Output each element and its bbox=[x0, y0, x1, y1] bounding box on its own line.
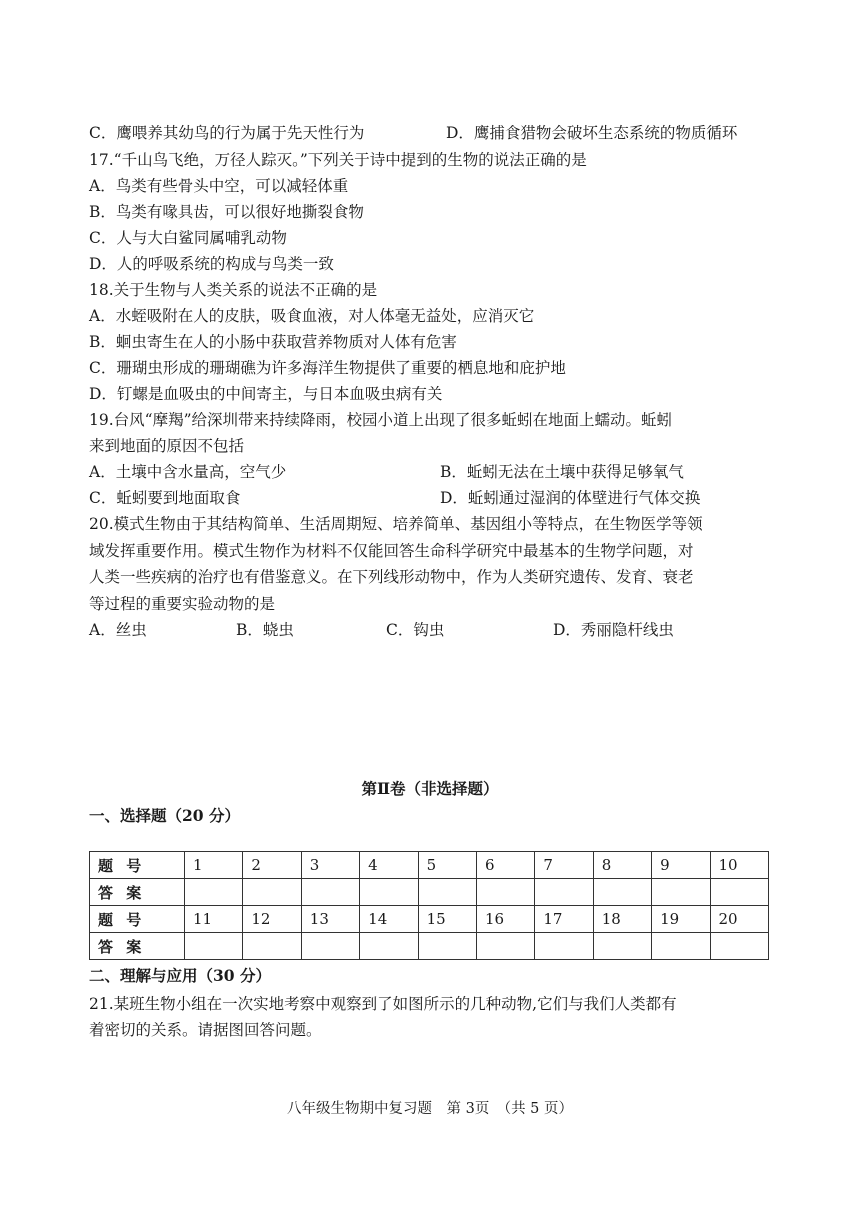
q21-stem-line2: 着密切的关系。请据图回答问题。 bbox=[89, 1021, 322, 1039]
q17-option-c: C．人与大白鲨同属哺乳动物 bbox=[89, 229, 287, 247]
question-number-cell: 15 bbox=[418, 906, 476, 933]
answer-cell[interactable] bbox=[476, 879, 534, 906]
answer-cell[interactable] bbox=[185, 933, 243, 960]
question-number-cell: 18 bbox=[593, 906, 651, 933]
question-number-cell: 3 bbox=[301, 852, 359, 879]
answer-cell[interactable] bbox=[418, 879, 476, 906]
question-number-cell: 7 bbox=[535, 852, 593, 879]
row-label-number: 题 号 bbox=[90, 906, 185, 933]
q20-option-a: A．丝虫 bbox=[89, 621, 147, 639]
row-label-number: 题 号 bbox=[90, 852, 185, 879]
q17-option-d: D．人的呼吸系统的构成与鸟类一致 bbox=[89, 255, 334, 273]
question-number-cell: 1 bbox=[185, 852, 243, 879]
answer-cell[interactable] bbox=[301, 933, 359, 960]
answer-cell[interactable] bbox=[652, 879, 710, 906]
question-number-cell: 19 bbox=[652, 906, 710, 933]
question-number-cell: 20 bbox=[710, 906, 768, 933]
question-number-cell: 16 bbox=[476, 906, 534, 933]
question-number-cell: 5 bbox=[418, 852, 476, 879]
answer-cell[interactable] bbox=[476, 933, 534, 960]
answer-table bbox=[89, 851, 769, 960]
q21-stem-line1: 21.某班生物小组在一次实地考察中观察到了如图所示的几种动物,它们与我们人类都有 bbox=[89, 995, 677, 1013]
q17-stem: 17.“千山鸟飞绝，万径人踪灭。”下列关于诗中提到的生物的说法正确的是 bbox=[89, 151, 587, 169]
q20-option-b: B．蛲虫 bbox=[236, 621, 294, 639]
question-number-cell: 13 bbox=[301, 906, 359, 933]
q18-option-c: C．珊瑚虫形成的珊瑚礁为许多海洋生物提供了重要的栖息地和庇护地 bbox=[89, 359, 566, 377]
q20-stem-line3: 人类一些疾病的治疗也有借鉴意义。在下列线形动物中，作为人类研究遗传、发育、衰老 bbox=[89, 568, 694, 586]
answer-cell[interactable] bbox=[593, 879, 651, 906]
answer-cell[interactable] bbox=[418, 933, 476, 960]
row-label-answer: 答 案 bbox=[90, 933, 185, 960]
answer-cell[interactable] bbox=[360, 933, 418, 960]
part-2-title: 二、理解与应用（30 分） bbox=[89, 966, 271, 985]
answer-cell[interactable] bbox=[593, 933, 651, 960]
section-2-title: 第Ⅱ卷（非选择题） bbox=[361, 779, 499, 798]
q18-stem: 18.关于生物与人类关系的说法不正确的是 bbox=[89, 281, 378, 299]
question-number-cell: 17 bbox=[535, 906, 593, 933]
question-number-cell: 6 bbox=[476, 852, 534, 879]
q20-stem-line2: 域发挥重要作用。模式生物作为材料不仅能回答生命科学研究中最基本的生物学问题，对 bbox=[89, 542, 694, 560]
q16-option-c: C．鹰喂养其幼鸟的行为属于先天性行为 bbox=[89, 124, 365, 142]
answer-cell[interactable] bbox=[710, 933, 768, 960]
part-1-title: 一、选择题（20 分） bbox=[89, 806, 240, 825]
question-number-cell: 8 bbox=[593, 852, 651, 879]
q19-option-a: A．土壤中含水量高，空气少 bbox=[89, 463, 287, 481]
question-number-cell: 10 bbox=[710, 852, 768, 879]
table-row bbox=[90, 852, 769, 879]
question-number-cell: 11 bbox=[185, 906, 243, 933]
table-row bbox=[90, 933, 769, 960]
q17-option-a: A．鸟类有些骨头中空，可以减轻体重 bbox=[89, 177, 349, 195]
page-footer: 八年级生物期中复习题 第 3页 （共 5 页） bbox=[286, 1101, 574, 1117]
q18-option-b: B．蛔虫寄生在人的小肠中获取营养物质对人体有危害 bbox=[89, 333, 457, 351]
q19-stem-line2: 来到地面的原因不包括 bbox=[89, 437, 245, 455]
q16-option-d: D．鹰捕食猎物会破坏生态系统的物质循环 bbox=[446, 124, 738, 142]
q20-option-d: D．秀丽隐杆线虫 bbox=[553, 621, 674, 639]
table-row bbox=[90, 879, 769, 906]
answer-cell[interactable] bbox=[652, 933, 710, 960]
question-number-cell: 12 bbox=[243, 906, 301, 933]
q19-stem-line1: 19.台风“摩羯”给深圳带来持续降雨，校园小道上出现了很多蚯蚓在地面上蠕动。蚯蚓 bbox=[89, 411, 673, 429]
q18-option-d: D．钉螺是血吸虫的中间寄主，与日本血吸虫病有关 bbox=[89, 385, 443, 403]
answer-cell[interactable] bbox=[535, 933, 593, 960]
question-number-cell: 9 bbox=[652, 852, 710, 879]
answer-cell[interactable] bbox=[185, 879, 243, 906]
question-number-cell: 2 bbox=[243, 852, 301, 879]
table-row bbox=[90, 906, 769, 933]
answer-cell[interactable] bbox=[360, 879, 418, 906]
question-number-cell: 14 bbox=[360, 906, 418, 933]
answer-cell[interactable] bbox=[243, 879, 301, 906]
answer-cell[interactable] bbox=[301, 879, 359, 906]
q20-stem-line1: 20.模式生物由于其结构简单、生活周期短、培养简单、基因组小等特点，在生物医学等领 bbox=[89, 515, 703, 533]
q17-option-b: B．鸟类有喙具齿，可以很好地撕裂食物 bbox=[89, 203, 364, 221]
q19-option-c: C．蚯蚓要到地面取食 bbox=[89, 489, 241, 507]
answer-cell[interactable] bbox=[535, 879, 593, 906]
answer-cell[interactable] bbox=[243, 933, 301, 960]
q19-option-b: B．蚯蚓无法在土壤中获得足够氧气 bbox=[440, 463, 684, 481]
row-label-answer: 答 案 bbox=[90, 879, 185, 906]
q20-stem-line4: 等过程的重要实验动物的是 bbox=[89, 595, 276, 613]
q18-option-a: A．水蛭吸附在人的皮肤，吸食血液，对人体毫无益处，应消灭它 bbox=[89, 307, 535, 325]
q19-option-d: D．蚯蚓通过湿润的体壁进行气体交换 bbox=[440, 489, 701, 507]
q20-option-c: C．钩虫 bbox=[386, 621, 445, 639]
answer-cell[interactable] bbox=[710, 879, 768, 906]
question-number-cell: 4 bbox=[360, 852, 418, 879]
